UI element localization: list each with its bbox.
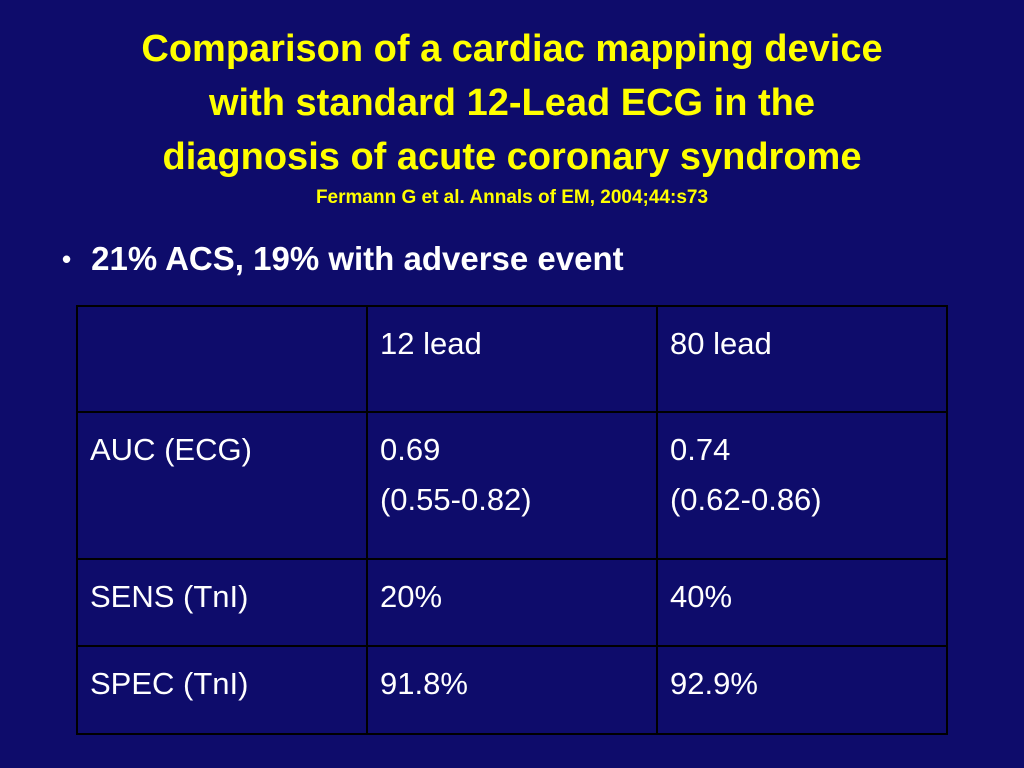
bullet-text: 21% ACS, 19% with adverse event	[91, 240, 624, 277]
bullet-icon: •	[62, 243, 72, 274]
cell-auc-80-lead	[657, 412, 947, 559]
header-cell-12-lead: 12 lead	[367, 306, 657, 412]
cell-ci: (0.55-0.82)	[379, 482, 532, 518]
title-line-3: diagnosis of acute coronary syndrome	[162, 136, 862, 178]
table-row	[77, 646, 947, 734]
cell-sens-80-lead: 40%	[657, 559, 947, 646]
cell-spec-12-lead: 91.8%	[367, 646, 657, 734]
row-label-auc: AUC (ECG)	[77, 412, 367, 559]
cell-sens-12-lead: 20%	[367, 559, 657, 646]
header-cell-empty	[77, 306, 367, 412]
title-line-1: Comparison of a cardiac mapping device	[141, 28, 883, 70]
cell-spec-80-lead: 92.9%	[657, 646, 947, 734]
table-header-row	[77, 306, 947, 412]
cell-value: 0.69	[379, 432, 441, 468]
table-row	[77, 412, 947, 559]
header-cell-80-lead: 80 lead	[657, 306, 947, 412]
title-block	[0, 22, 1024, 210]
cell-value: 0.74	[669, 432, 731, 468]
row-label-spec: SPEC (TnI)	[77, 646, 367, 734]
row-label-sens: SENS (TnI)	[77, 559, 367, 646]
cell-ci: (0.62-0.86)	[669, 482, 822, 518]
comparison-table	[76, 305, 948, 735]
bullet-item	[62, 240, 624, 278]
title-line-2: with standard 12-Lead ECG in the	[209, 82, 815, 124]
table-row	[77, 559, 947, 646]
citation-subtitle: Fermann G et al. Annals of EM, 2004;44:s73	[315, 187, 709, 208]
cell-auc-12-lead	[367, 412, 657, 559]
